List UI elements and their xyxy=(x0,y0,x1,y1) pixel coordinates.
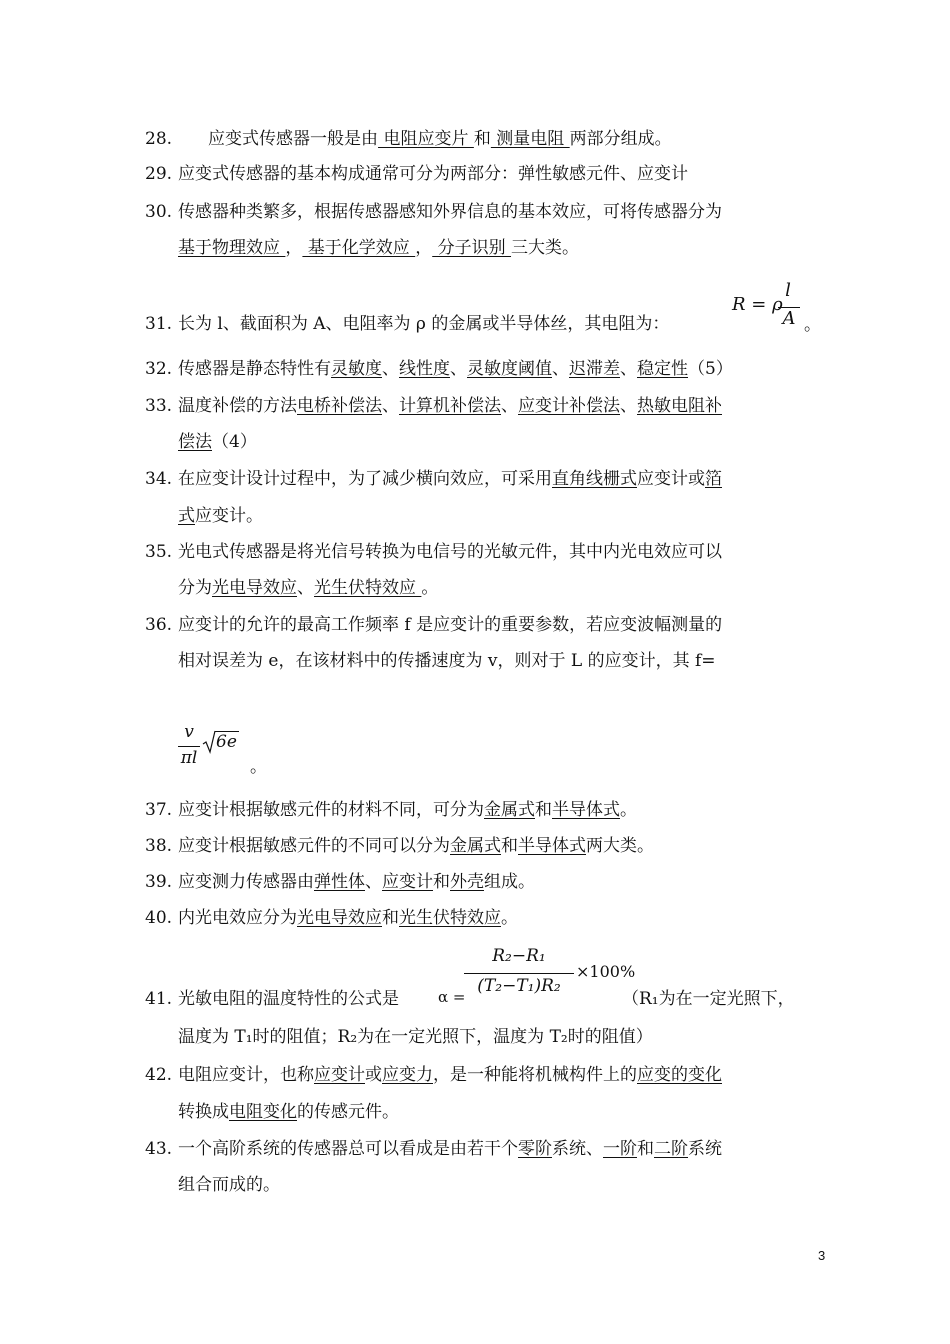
question-number: 43. xyxy=(145,1139,173,1159)
question-number: 37. xyxy=(145,800,173,820)
question-number: 35. xyxy=(145,542,173,562)
question-number: 40. xyxy=(145,908,173,928)
question-33: 33. 温度补偿的方法电桥补偿法、计算机补偿法、应变计补偿法、热敏电阻补 xyxy=(145,396,722,416)
answer-blank: 半导体式 xyxy=(518,836,586,856)
answer-blank: 应变计 xyxy=(314,1065,365,1085)
answer-blank: 电桥补偿法 xyxy=(297,396,382,416)
answer-blank: 一阶 xyxy=(603,1139,637,1159)
question-number: 38. xyxy=(145,836,173,856)
question-36: 36. 应变计的允许的最高工作频率 f 是应变计的重要参数，若应变波幅测量的 xyxy=(145,615,723,635)
answer-blank: 应变力 xyxy=(382,1065,433,1085)
answer-blank: 金属式 xyxy=(450,836,501,856)
question-39: 39. 应变测力传感器由弹性体、应变计和外壳组成。 xyxy=(145,872,535,892)
question-30: 30. 传感器种类繁多，根据传感器感知外界信息的基本效应，可将传感器分为 xyxy=(145,202,722,222)
frequency-formula: v πl 6e 。 xyxy=(178,724,278,774)
answer-blank: 式 xyxy=(178,506,195,526)
question-41-note: （R₁为在一定光照下， xyxy=(622,989,795,1009)
answer-blank: 灵敏度阈值 xyxy=(467,359,552,379)
answer-blank: 半导体式 xyxy=(552,800,620,820)
question-31: 31. 长为 l、截面积为 A、电阻率为 ρ 的金属或半导体丝，其电阻为： xyxy=(145,314,670,334)
question-number: 29. xyxy=(145,164,173,184)
answer-blank: 基于物理效应 xyxy=(178,238,286,258)
answer-blank: 外壳 xyxy=(450,872,484,892)
answer-blank: 光生伏特效应 xyxy=(399,908,501,928)
answer-blank: 基于化学效应 xyxy=(302,238,416,258)
question-35-line2: 分为光电导效应、光生伏特效应 。 xyxy=(178,578,439,598)
answer-blank: 电阻变化 xyxy=(229,1102,297,1122)
answer-blank: 金属式 xyxy=(484,800,535,820)
question-number: 42. xyxy=(145,1065,173,1085)
question-41-line2: 温度为 T₁时的阻值；R₂为在一定光照下，温度为 T₂时的阻值） xyxy=(178,1027,653,1047)
answer-blank: 灵敏度 xyxy=(331,359,382,379)
question-34-line2: 式应变计。 xyxy=(178,506,263,526)
fraction-bar xyxy=(464,973,574,974)
answer-blank: 电阻应变片 xyxy=(378,129,474,149)
answer-blank: 箔 xyxy=(705,469,722,489)
question-number: 31. xyxy=(145,314,173,334)
fraction-bar xyxy=(178,746,200,747)
question-40: 40. 内光电效应分为光电导效应和光生伏特效应。 xyxy=(145,908,518,928)
question-42-line2: 转换成电阻变化的传感元件。 xyxy=(178,1102,399,1122)
question-33-line2: 偿法（4） xyxy=(178,432,257,452)
answer-blank: 热敏电阻补 xyxy=(637,396,722,416)
question-38: 38. 应变计根据敏感元件的不同可以分为金属式和半导体式两大类。 xyxy=(145,836,654,856)
answer-blank: 应变计补偿法 xyxy=(518,396,620,416)
answer-blank: 弹性体 xyxy=(314,872,365,892)
question-34: 34. 在应变计设计过程中，为了减少横向效应，可采用直角线栅式应变计或箔 xyxy=(145,469,722,489)
question-number: 32. xyxy=(145,359,173,379)
question-number: 39. xyxy=(145,872,173,892)
answer-blank: 迟滞差 xyxy=(569,359,620,379)
question-43-line2: 组合而成的。 xyxy=(178,1175,280,1195)
answer-blank: 测量电阻 xyxy=(490,129,570,149)
temperature-formula: α = R₂−R₁ (T₂−T₁)R₂ ×100% xyxy=(438,946,636,1006)
answer-blank: 光电导效应 xyxy=(297,908,382,928)
question-36-line2: 相对误差为 e，在该材料中的传播速度为 v，则对于 L 的应变计，其 f= xyxy=(178,651,716,671)
answer-blank: 光电导效应 xyxy=(212,578,297,598)
question-43: 43. 一个高阶系统的传感器总可以看成是由若干个零阶系统、一阶和二阶系统 xyxy=(145,1139,722,1159)
answer-blank: 偿法 xyxy=(178,432,212,452)
question-30-line2: 基于物理效应 ， 基于化学效应 ， 分子识别 三大类。 xyxy=(178,238,580,258)
answer-blank: 稳定性 xyxy=(637,359,688,379)
question-29: 29. 应变式传感器的基本构成通常可分为两部分：弹性敏感元件、应变计 xyxy=(145,164,688,184)
question-number: 30. xyxy=(145,202,173,222)
question-number: 36. xyxy=(145,615,173,635)
answer-blank: 计算机补偿法 xyxy=(399,396,501,416)
answer-blank: 光生伏特效应 xyxy=(314,578,422,598)
answer-blank: 应变计 xyxy=(382,872,433,892)
answer-blank: 零阶 xyxy=(518,1139,552,1159)
question-number: 28. xyxy=(145,129,173,149)
answer-blank: 二阶 xyxy=(654,1139,688,1159)
question-number: 34. xyxy=(145,469,173,489)
answer-blank: 应变的变化 xyxy=(637,1065,722,1085)
question-37: 37. 应变计根据敏感元件的材料不同，可分为金属式和半导体式。 xyxy=(145,800,637,820)
square-root-icon xyxy=(202,730,216,754)
question-number: 33. xyxy=(145,396,173,416)
page-number: 3 xyxy=(818,1248,826,1263)
question-number: 41. xyxy=(145,989,173,1009)
question-28: 28. 应变式传感器一般是由 电阻应变片 和 测量电阻 两部分组成。 xyxy=(145,129,672,149)
question-35: 35. 光电式传感器是将光信号转换为电信号的光敏元件，其中内光电效应可以 xyxy=(145,542,722,562)
question-42: 42. 电阻应变计，也称应变计或应变力，是一种能将机械构件上的应变的变化 xyxy=(145,1065,722,1085)
answer-blank: 线性度 xyxy=(399,359,450,379)
answer-blank: 直角线栅式 xyxy=(552,469,637,489)
question-32: 32. 传感器是静态特性有灵敏度、线性度、灵敏度阈值、迟滞差、稳定性（5） xyxy=(145,359,733,379)
answer-blank: 分子识别 xyxy=(432,238,512,258)
question-41: 41. 光敏电阻的温度特性的公式是 xyxy=(145,989,399,1009)
resistance-formula: R = ρ l A 。 xyxy=(732,280,821,335)
